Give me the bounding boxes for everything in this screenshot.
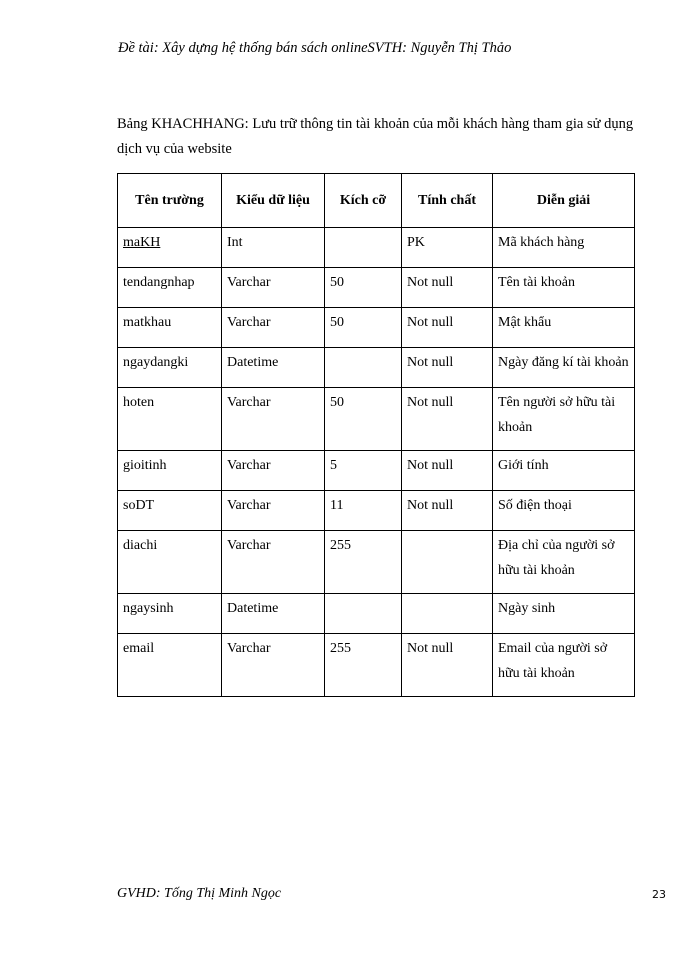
cell-field-name: gioitinh — [118, 451, 222, 491]
cell-description: Số điện thoại — [493, 491, 635, 531]
table-row — [118, 388, 635, 451]
cell-size: 11 — [325, 491, 402, 531]
cell-data-type: Varchar — [222, 451, 325, 491]
column-header-field-name: Tên trường — [118, 174, 222, 228]
cell-data-type: Varchar — [222, 268, 325, 308]
cell-description: Giới tính — [493, 451, 635, 491]
cell-data-type: Int — [222, 228, 325, 268]
cell-data-type: Varchar — [222, 531, 325, 594]
column-header-size: Kích cỡ — [325, 174, 402, 228]
cell-field-name: tendangnhap — [118, 268, 222, 308]
table-description: Bảng KHACHHANG: Lưu trữ thông tin tài khoản của mỗi khách hàng tham gia sử dụng dịch vụ của website — [117, 116, 634, 157]
cell-size: 50 — [325, 388, 402, 451]
cell-data-type: Datetime — [222, 594, 325, 634]
cell-data-type: Datetime — [222, 348, 325, 388]
cell-property: Not null — [402, 451, 493, 491]
cell-property — [402, 531, 493, 594]
cell-description: Ngày sinh — [493, 594, 635, 634]
cell-size: 50 — [325, 268, 402, 308]
primary-key-field: maKH — [123, 235, 161, 250]
cell-size: 255 — [325, 531, 402, 594]
cell-data-type: Varchar — [222, 308, 325, 348]
cell-property: Not null — [402, 388, 493, 451]
table-row — [118, 228, 635, 268]
table-row — [118, 491, 635, 531]
cell-field-name: diachi — [118, 531, 222, 594]
cell-description: Email của người sở hữu tài khoản — [493, 634, 635, 697]
cell-description: Tên tài khoản — [493, 268, 635, 308]
cell-field-name — [118, 228, 222, 268]
table-header-row — [118, 174, 635, 228]
cell-field-name: ngaysinh — [118, 594, 222, 634]
cell-description: Mã khách hàng — [493, 228, 635, 268]
cell-field-name: ngaydangki — [118, 348, 222, 388]
khachhang-table — [117, 173, 635, 697]
cell-description: Mật khẩu — [493, 308, 635, 348]
cell-property: Not null — [402, 348, 493, 388]
cell-property: PK — [402, 228, 493, 268]
cell-property: Not null — [402, 634, 493, 697]
cell-property: Not null — [402, 491, 493, 531]
column-header-property: Tính chất — [402, 174, 493, 228]
table-row — [118, 348, 635, 388]
cell-property: Not null — [402, 268, 493, 308]
table-row — [118, 634, 635, 697]
table-row — [118, 594, 635, 634]
column-header-data-type: Kiểu dữ liệu — [222, 174, 325, 228]
cell-size: 5 — [325, 451, 402, 491]
cell-property: Not null — [402, 308, 493, 348]
cell-field-name: matkhau — [118, 308, 222, 348]
cell-property — [402, 594, 493, 634]
cell-field-name: email — [118, 634, 222, 697]
cell-size — [325, 228, 402, 268]
cell-description: Địa chỉ của người sở hữu tài khoản — [493, 531, 635, 594]
table-row — [118, 308, 635, 348]
cell-size — [325, 594, 402, 634]
table-row — [118, 531, 635, 594]
cell-size — [325, 348, 402, 388]
table-row — [118, 268, 635, 308]
footer-advisor: GVHD: Tống Thị Minh Ngọc — [117, 886, 282, 901]
page-header: Đề tài: Xây dựng hệ thống bán sách onlineSVTH: Nguyễn Thị Thảo — [118, 40, 512, 56]
cell-data-type: Varchar — [222, 491, 325, 531]
cell-field-name: hoten — [118, 388, 222, 451]
column-header-description: Diễn giải — [493, 174, 635, 228]
table-row — [118, 451, 635, 491]
cell-description: Ngày đăng kí tài khoản — [493, 348, 635, 388]
cell-size: 255 — [325, 634, 402, 697]
cell-data-type: Varchar — [222, 388, 325, 451]
cell-description: Tên người sở hữu tài khoản — [493, 388, 635, 451]
cell-size: 50 — [325, 308, 402, 348]
cell-field-name: soDT — [118, 491, 222, 531]
page-number: 23 — [652, 888, 666, 901]
cell-data-type: Varchar — [222, 634, 325, 697]
